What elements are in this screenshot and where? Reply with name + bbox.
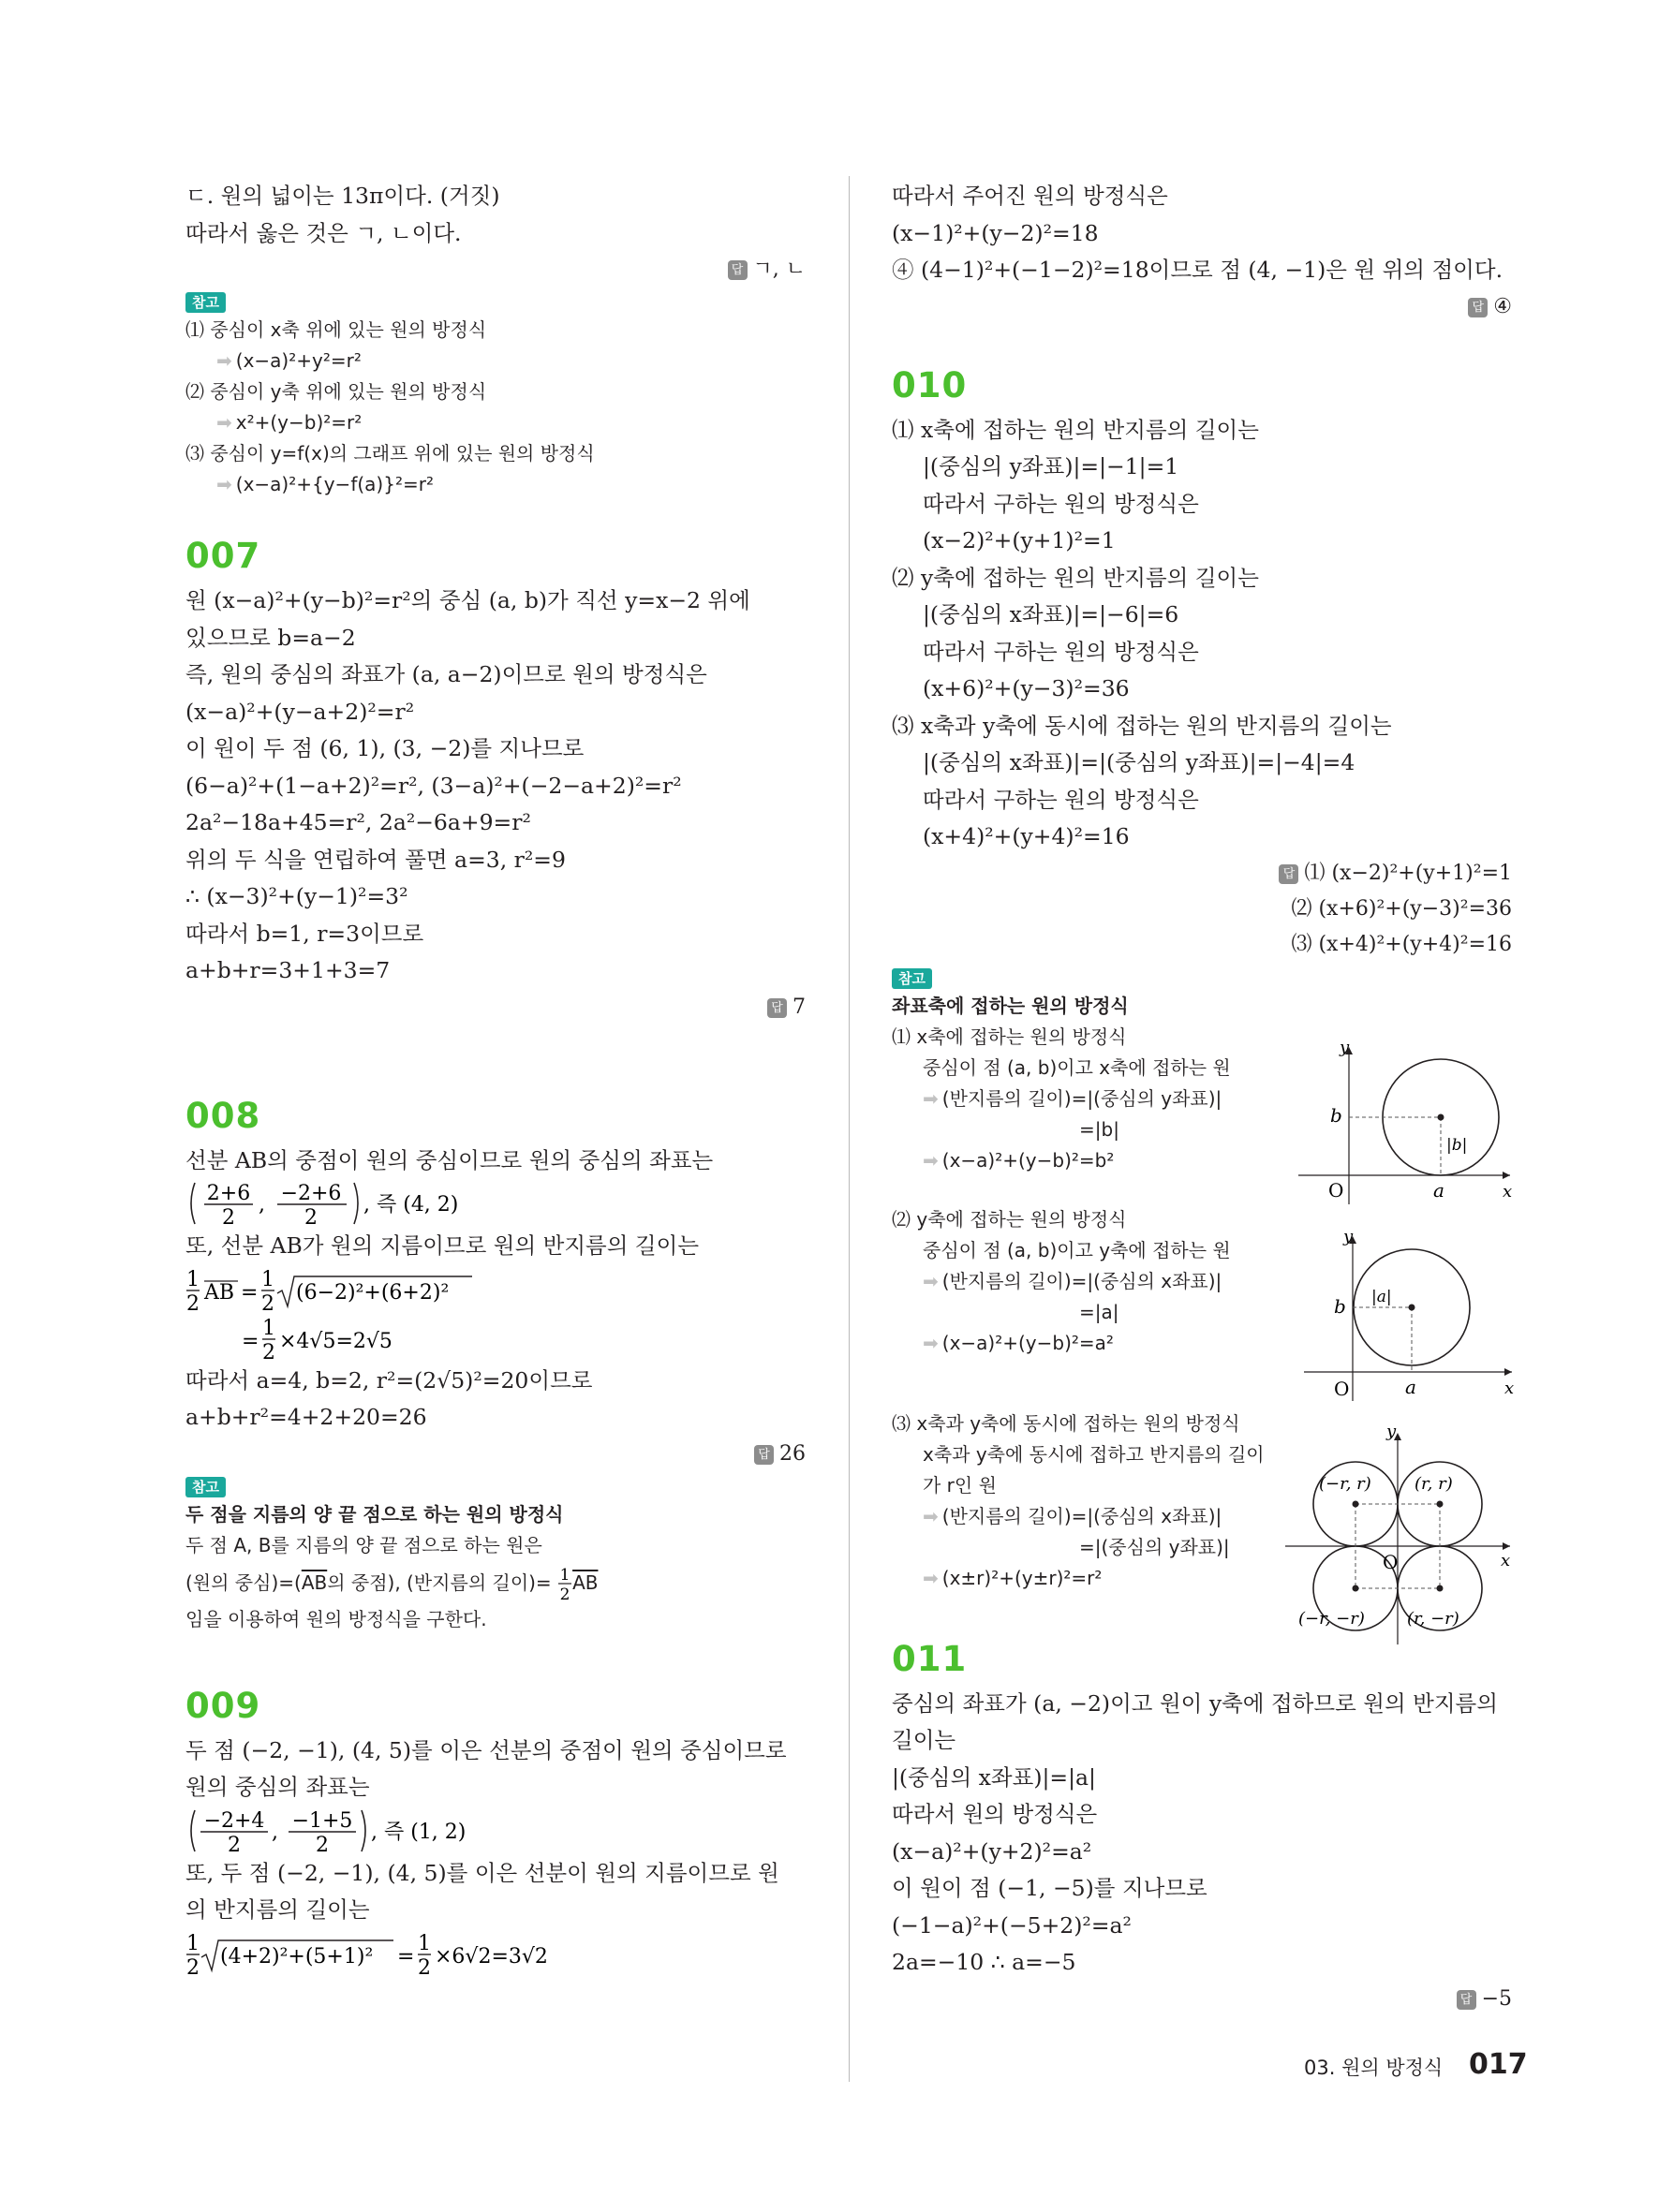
problem-number: 008 [185,1095,261,1136]
svg-text:×6√2=3√2: ×6√2=3√2 [435,1944,548,1969]
note-text: ⑶ 중심이 y=f(x)의 그래프 위에 있는 원의 방정식 [185,442,595,465]
text-line: (x+4)²+(y+4)²=16 [923,823,1130,849]
arrow-icon: ➡ [216,349,232,372]
svg-text:y: y [1386,1423,1397,1441]
note-text: =|a| [1079,1300,1119,1323]
note-text: ⑶ x축과 y축에 동시에 접하는 원의 방정식 [892,1411,1240,1435]
svg-text:2+6: 2+6 [206,1182,251,1205]
svg-text:=: = [397,1944,415,1969]
problem-number: 009 [185,1685,261,1726]
text-line: |(중심의 x좌표)|=|−6|=6 [923,601,1179,627]
arrow-icon: ➡ [216,473,232,495]
text-line: 2a=−10 ∴ a=−5 [892,1949,1076,1975]
text-line: 따라서 a=4, b=2, r²=(2√5)²=20이므로 [185,1366,593,1394]
svg-text:2: 2 [228,1833,241,1855]
svg-text:2: 2 [304,1206,318,1228]
note-lines [185,315,806,500]
answer-line: 답 ④ [892,289,1512,324]
column-divider [849,176,850,2082]
note-line [185,315,806,346]
answer-icon: 답 [754,1445,774,1465]
text-line: 2a²−18a+45=r², 2a²−6a+9=r² [185,809,531,835]
arrow-icon: ➡ [923,1566,939,1589]
note-box [185,287,806,500]
svg-text:, 즉 (4, 2): , 즉 (4, 2) [363,1193,459,1217]
text-line: (x−a)²+(y+2)²=a² [892,1837,1092,1865]
svg-text:AB: AB [204,1280,235,1305]
svg-text:2: 2 [186,1955,200,1978]
note-text: x축과 y축에 동시에 접하고 반지름의 길이 [923,1442,1265,1466]
note-text: 중심이 점 (a, b)이고 x축에 접하는 원 [923,1055,1231,1079]
half-fraction [557,1564,572,1603]
svg-text:x: x [1503,1182,1513,1202]
sqrt-expression [185,1265,579,1314]
answer-line: 답 26 [185,1437,806,1471]
text-line: a+b+r²=4+2+20=26 [185,1404,427,1430]
text-line: (x−1)²+(y−2)²=18 [892,219,1099,246]
text-line: 위의 두 식을 연립하여 풀면 a=3, r²=9 [185,846,566,873]
note-text: (반지름의 길이)=|(중심의 y좌표)| [941,1086,1222,1110]
svg-text:|a|: |a| [1371,1288,1392,1306]
note-line [185,376,806,407]
svg-text:y: y [1340,1040,1350,1057]
page-number: 017 [1469,2048,1528,2081]
svg-text:2: 2 [316,1833,329,1855]
text-line: 따라서 원의 방정식은 [892,1801,1098,1827]
text-line: 두 점 (−2, −1), (4, 5)를 이은 선분의 중점이 원의 중심이므로 [185,1736,787,1763]
note-line [185,407,806,438]
svg-text:1: 1 [559,1566,570,1585]
note-badge: 참고 [185,292,226,313]
svg-text:=: = [242,1329,259,1353]
answer-line: ⑶ (x+4)²+(y+4)²=16 [1291,932,1512,956]
arrow-icon: ➡ [923,1504,939,1527]
text-line: 따라서 구하는 원의 방정식은 [923,638,1199,665]
answer-icon: 답 [1279,864,1298,884]
fraction-line [185,1314,806,1363]
text-line: (6−a)²+(1−a+2)²=r², (3−a)²+(−2−a+2)²=r² [185,772,682,799]
text-line: ④ (4−1)²+(−1−2)²=18이므로 점 (4, −1)은 원 위의 점이다. [892,257,1503,283]
fraction-line [185,1179,806,1228]
note-text: 가 r인 원 [923,1473,997,1497]
answer-line: 답 ㄱ, ㄴ [185,252,806,287]
svg-text:1: 1 [186,1267,200,1291]
answer-line: 답 7 [185,990,806,1025]
svg-text:2: 2 [186,1291,200,1314]
note-title: 좌표축에 접하는 원의 방정식 [892,994,1129,1017]
note-line [185,346,806,376]
text-line: 따라서 구하는 원의 방정식은 [923,490,1199,517]
note-badge: 참고 [185,1477,226,1497]
text-line: (x−a)²+(y−a+2)²=r² [185,698,415,725]
svg-text:−1+5: −1+5 [291,1808,353,1833]
fraction-line [185,1265,806,1314]
text-line: 즉, 원의 중심의 좌표가 (a, a−2)이므로 원의 방정식은 [185,661,707,687]
svg-text:2: 2 [261,1291,274,1314]
svg-text:(−r, −r): (−r, −r) [1298,1609,1365,1629]
note-box [185,1471,806,1635]
text-line: ⑵ y축에 접하는 원의 반지름의 길이는 [892,564,1259,591]
problem-number: 010 [892,364,968,406]
svg-text:x: x [1501,1551,1511,1571]
answer-line: ⑵ (x+6)²+(y−3)²=36 [1291,896,1512,921]
solution-text [892,412,1512,856]
text-line: (x+6)²+(y−3)²=36 [923,675,1130,701]
arrow-icon: ➡ [216,411,232,434]
text-line: 원의 중심의 좌표는 [185,1774,370,1800]
fraction-expression [185,1314,560,1363]
arrow-icon: ➡ [923,1269,939,1292]
svg-text:,: , [259,1193,265,1217]
note-text: (x−a)²+(y−b)²=b² [941,1148,1115,1172]
problem-number: 007 [185,536,261,576]
text-line: |(중심의 y좌표)|=|−1|=1 [923,453,1179,479]
note-line: 두 점 A, B를 지름의 양 끝 점으로 하는 원은 [185,1533,542,1556]
circle-tangent-y-axis-figure [1304,1227,1519,1405]
text-line: 따라서 b=1, r=3이므로 [185,920,424,947]
arrow-icon: ➡ [923,1331,939,1354]
note-line: 임을 이용하여 원의 방정식을 구한다. [185,1607,487,1630]
svg-text:O: O [1328,1179,1344,1202]
arrow-icon: ➡ [923,1086,939,1110]
note-text: x²+(y−b)²=r² [235,411,363,434]
sqrt-expression [185,1929,579,1978]
svg-text:(r, −r): (r, −r) [1407,1609,1459,1629]
svg-text:|b|: |b| [1446,1136,1468,1155]
text-line: 길이는 [892,1727,956,1753]
text-line: |(중심의 x좌표)|=|(중심의 y좌표)|=|−4|=4 [923,749,1355,775]
text-line: 중심의 좌표가 (a, −2)이고 원이 y축에 접하므로 원의 반지름의 [892,1689,1498,1717]
fraction-line [185,1806,806,1855]
note-line [185,438,806,469]
note-title: 두 점을 지름의 양 끝 점으로 하는 원의 방정식 [185,1502,564,1526]
text-line: 또, 선분 AB가 원의 지름이므로 원의 반지름의 길이는 [185,1232,700,1259]
solution-text [892,1686,1512,1982]
text-line: 따라서 구하는 원의 방정식은 [923,786,1199,813]
note-line [185,469,806,500]
text-line: 따라서 옳은 것은 ㄱ, ㄴ이다. [185,219,462,246]
left-column [185,178,806,1978]
text-line: 따라서 주어진 원의 방정식은 [892,183,1168,209]
arrow-icon: ➡ [923,1148,939,1172]
svg-text:−2+6: −2+6 [280,1182,342,1205]
fraction-expression [185,1806,495,1855]
text-line: a+b+r=3+1+3=7 [185,957,391,983]
svg-text:2: 2 [559,1585,570,1603]
svg-text:1: 1 [186,1931,200,1955]
note-text: (x−a)²+y²=r² [235,349,362,372]
note-text: ⑴ x축에 접하는 원의 방정식 [892,1025,1127,1048]
chapter-title: 03. 원의 방정식 [1304,2057,1444,2079]
text-line: 또, 두 점 (−2, −1), (4, 5)를 이은 선분이 원의 지름이므로 원 [185,1859,779,1886]
note-text: =|(중심의 y좌표)| [1079,1535,1230,1558]
problem-number: 011 [892,1638,968,1679]
svg-text:,: , [272,1820,278,1844]
text-line: ∴ (x−3)²+(y−1)²=3² [185,883,408,909]
note-text: =|b| [1079,1117,1119,1141]
note-text: ⑵ 중심이 y축 위에 있는 원의 방정식 [185,380,487,403]
svg-text:1: 1 [261,1267,274,1291]
text-line: ㄷ. 원의 넓이는 13π이다. (거짓) [185,183,500,209]
note-text: 중심이 점 (a, b)이고 y축에 접하는 원 [923,1238,1231,1261]
svg-text:=: = [241,1280,259,1305]
text-line: 의 반지름의 길이는 [185,1896,370,1923]
svg-text:2: 2 [262,1340,275,1363]
text-line: |(중심의 x좌표)|=|a| [892,1763,1096,1791]
note-line: (원의 중심)$=(\overline{AB}$의 중점), (반지름의 길이)= 1 2 $\overline{AB}$ [185,1566,599,1603]
svg-text:, 즉 (1, 2): , 즉 (1, 2) [371,1820,467,1844]
answer-line: 답 −5 [892,1982,1512,2016]
circle-tangent-x-axis-figure [1293,1040,1518,1213]
text-line: (x−2)²+(y+1)²=1 [923,527,1116,553]
answer-icon: 답 [767,998,787,1018]
svg-text:(4+2)²+(5+1)²: (4+2)²+(5+1)² [220,1944,374,1969]
svg-text:y: y [1343,1227,1354,1246]
svg-text:2: 2 [222,1206,235,1228]
svg-text:a: a [1433,1179,1444,1202]
svg-text:(−r, r): (−r, r) [1319,1474,1371,1494]
text-line: (−1−a)²+(−5+2)²=a² [892,1911,1132,1939]
svg-text:O: O [1383,1551,1399,1573]
svg-text:−2+4: −2+4 [203,1808,265,1833]
solution-text [185,582,806,990]
text-line: ⑴ x축에 접하는 원의 반지름의 길이는 [892,416,1259,443]
text-line: ⑶ x축과 y축에 동시에 접하는 원의 반지름의 길이는 [892,712,1392,739]
svg-text:b: b [1334,1295,1346,1318]
answer-icon: 답 [1457,1990,1476,2010]
svg-text:2: 2 [418,1955,431,1978]
note-text: (x−a)²+(y−b)²=a² [941,1331,1114,1354]
svg-text:O: O [1334,1378,1350,1400]
note-text: (x−a)²+{y−f(a)}²=r² [235,473,434,495]
note-text: (반지름의 길이)=|(중심의 x좌표)| [941,1504,1222,1527]
note-text: (반지름의 길이)=|(중심의 x좌표)| [941,1269,1222,1292]
svg-text:(r, r): (r, r) [1415,1474,1453,1494]
svg-text:(6−2)²+(6+2)²: (6−2)²+(6+2)² [296,1280,450,1305]
fraction-expression [185,1179,495,1228]
text-line: 있으므로 b=a−2 [185,624,356,651]
svg-text:1: 1 [418,1931,431,1955]
note-text: ⑵ y축에 접하는 원의 방정식 [892,1207,1127,1231]
fraction-line [185,1929,806,1978]
note-badge: 참고 [892,968,932,989]
svg-text:a: a [1405,1376,1416,1398]
text-line: 이 원이 두 점 (6, 1), (3, −2)를 지나므로 [185,735,585,761]
four-circles-tangent-axes-figure [1285,1423,1519,1648]
svg-text:x: x [1504,1379,1515,1398]
svg-text:×4√5=2√5: ×4√5=2√5 [279,1329,393,1353]
text-line: 원 (x−a)²+(y−b)²=r²의 중심 (a, b)가 직선 y=x−2 위에 [185,587,750,613]
answer-icon: 답 [728,260,748,280]
note-text: (x±r)²+(y±r)²=r² [941,1566,1103,1589]
text-line: 이 원이 점 (−1, −5)를 지나므로 [892,1875,1207,1901]
svg-text:b: b [1330,1104,1342,1127]
svg-text:1: 1 [262,1316,275,1340]
text-line: 선분 AB의 중점이 원의 중심이므로 원의 중심의 좌표는 [185,1146,714,1173]
answer-line: 답 ⑴ (x−2)²+(y+1)²=1 [892,856,1512,892]
note-text: ⑴ 중심이 x축 위에 있는 원의 방정식 [185,318,487,341]
answer-icon: 답 [1468,298,1488,317]
